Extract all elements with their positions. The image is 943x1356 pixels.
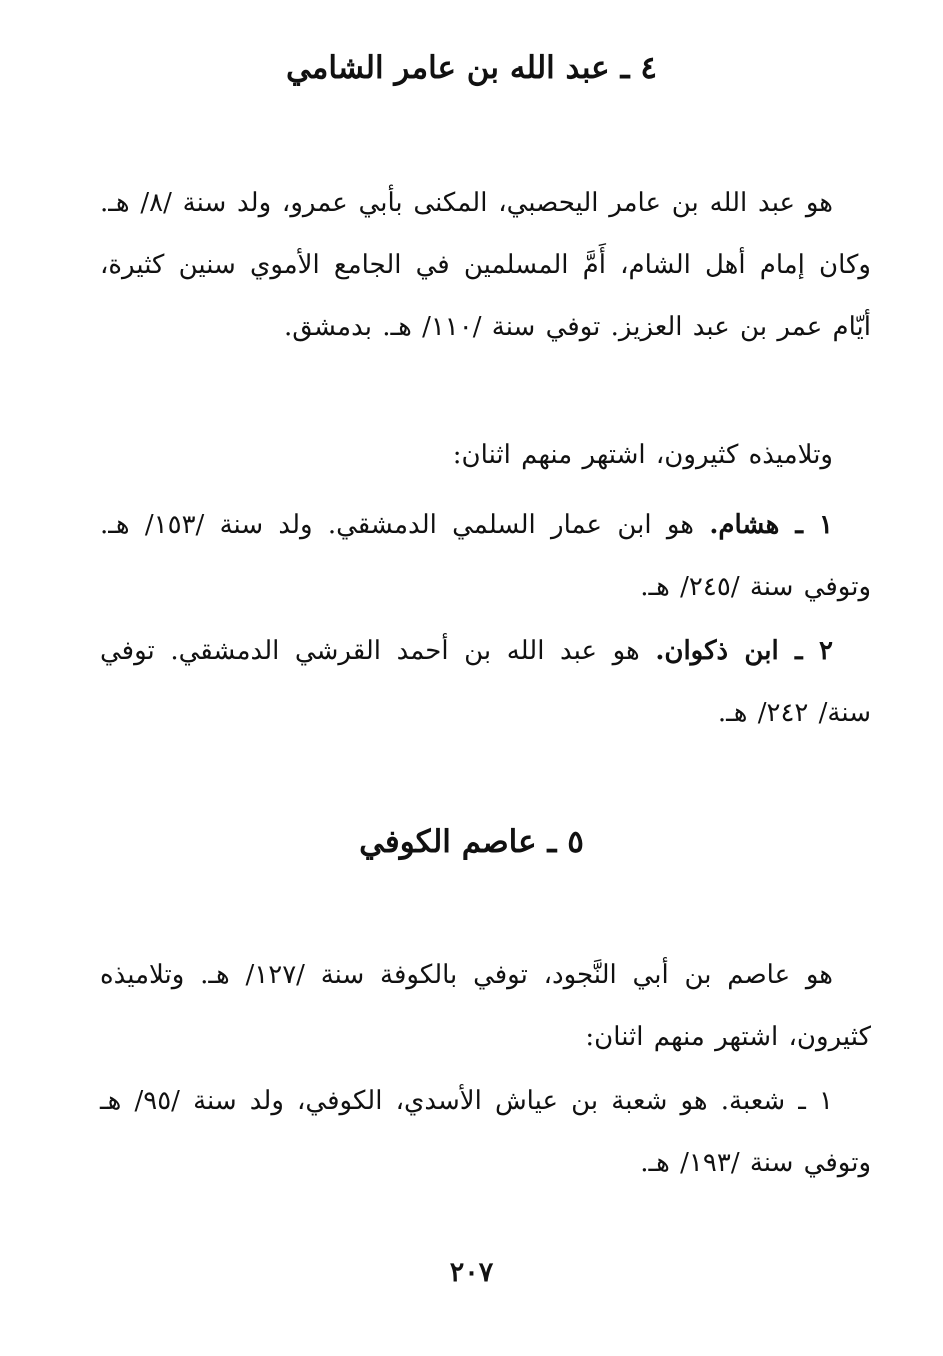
page-number: ٢٠٧ bbox=[449, 1257, 494, 1288]
section-5-bio: هو عاصم بن أبي النَّجود، توفي بالكوفة سنة /١٢٧/ هـ. وتلاميذه كثيرون، اشتهر منهم اثنان: bbox=[100, 960, 871, 1052]
student-2-text: هو عبد الله بن أحمد القرشي الدمشقي. توفي سنة/ ٢٤٢/ هـ. bbox=[100, 636, 871, 728]
section-4-student-1 bbox=[100, 494, 871, 618]
section-5-student-1: ١ ـ شعبة. هو شعبة بن عياش الأسدي، الكوفي، ولد سنة /٩٥/ هـ وتوفي سنة /١٩٣/ هـ. bbox=[100, 1086, 871, 1178]
section-4-students-intro: وتلاميذه كثيرون، اشتهر منهم اثنان: bbox=[452, 440, 833, 470]
student-1-name: ١ ـ هشام. bbox=[709, 510, 834, 540]
section-4-bio: هو عبد الله بن عامر اليحصبي، المكنى بأبي عمرو، ولد سنة /٨/ هـ. وكان إمام أهل الشام، أَمَّ المسلمين في الجامع الأموي سنين كثيرة، أيّام عمر بن عبد العزيز. توفي سنة /١١٠/ هـ. بدمشق. bbox=[100, 188, 871, 342]
section-5-heading: ٥ ـ عاصم الكوفي bbox=[359, 824, 584, 860]
section-4-student-2 bbox=[100, 620, 871, 744]
section-4-heading: ٤ ـ عبد الله بن عامر الشامي bbox=[285, 50, 658, 86]
student-1-text: هو ابن عمار السلمي الدمشقي. ولد سنة /١٥٣/ هـ. وتوفي سنة /٢٤٥/ هـ. bbox=[100, 510, 871, 602]
student-2-name: ٢ ـ ابن ذكوان. bbox=[655, 636, 833, 666]
